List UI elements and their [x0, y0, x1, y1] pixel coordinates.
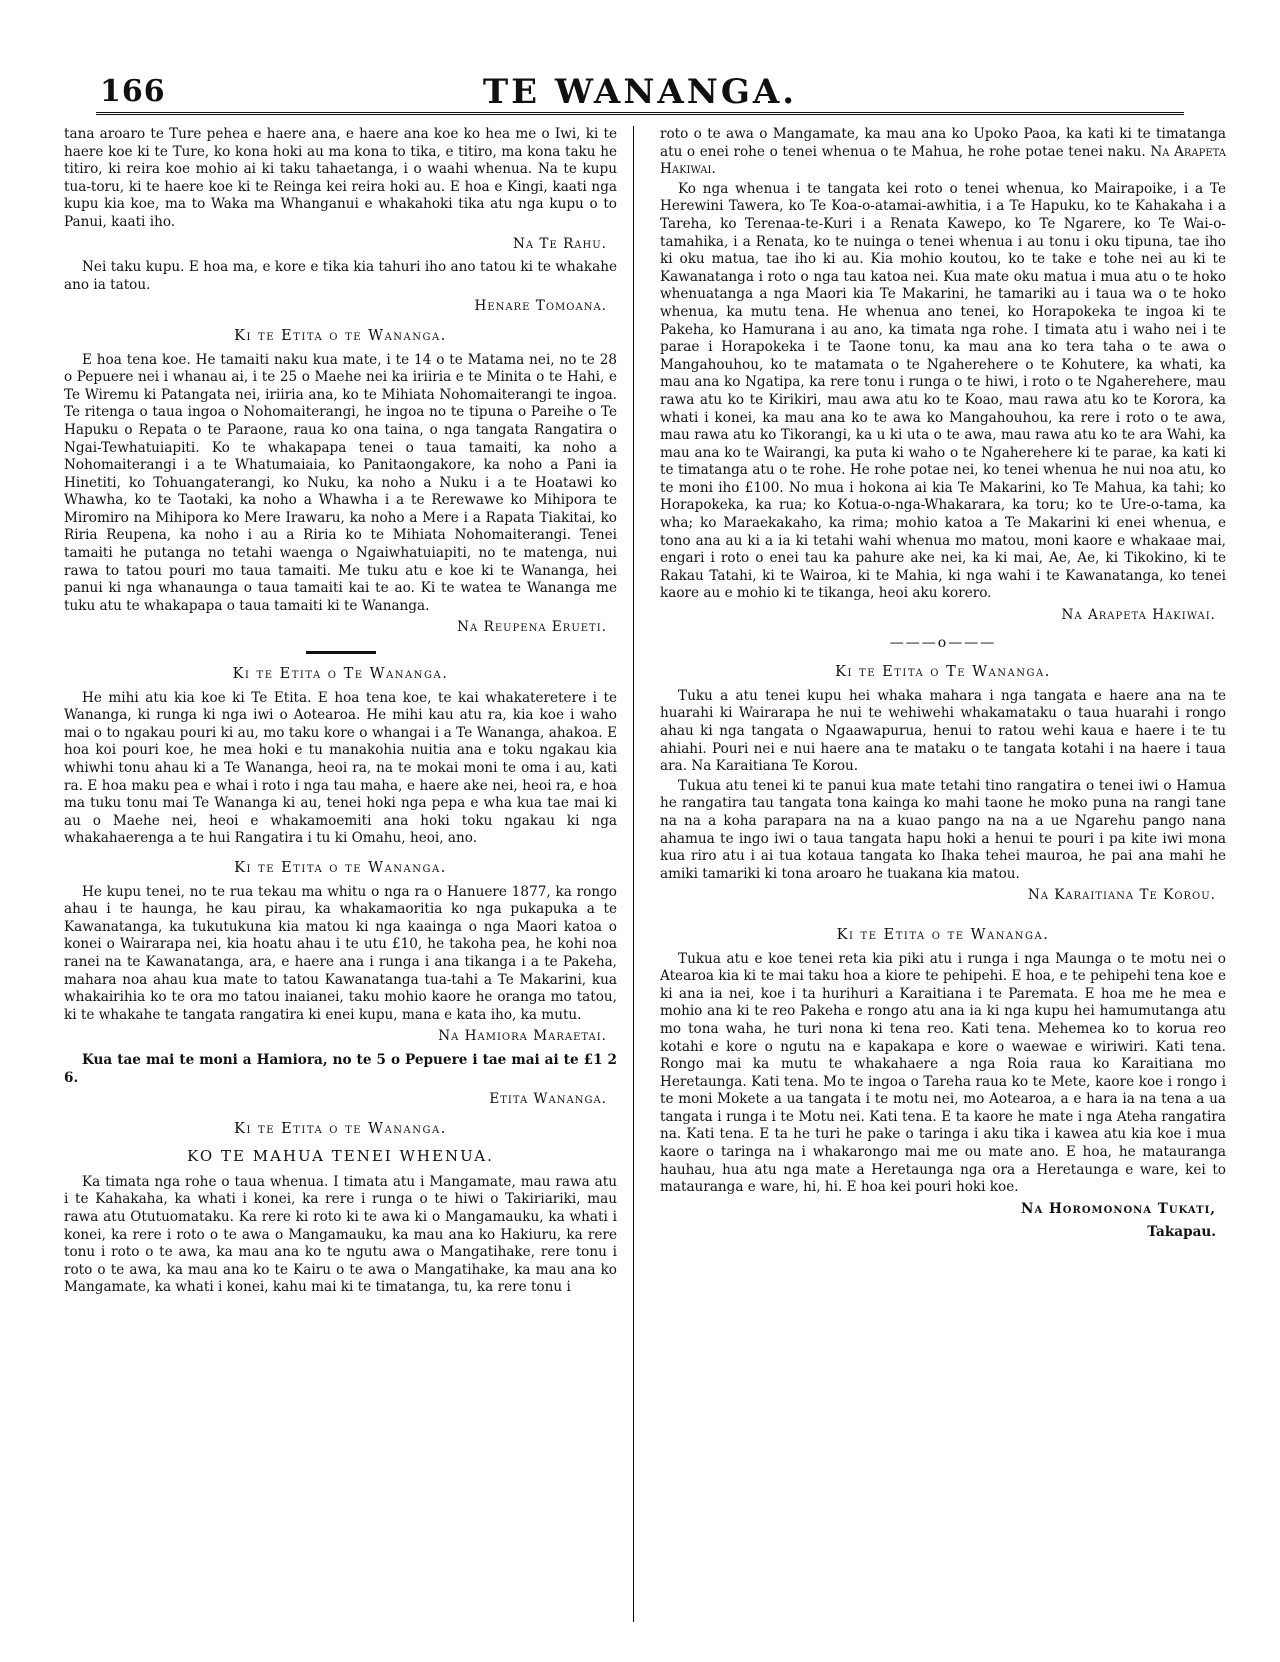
- letter3-signature: Na Hamiora Maraetai.: [438, 1028, 607, 1045]
- left-column: [64, 126, 634, 1622]
- letter5-signature: Na Arapeta Hakiwai.: [1061, 607, 1216, 624]
- letter4-body: Ka timata nga rohe o taua whenua. I timata atu i Mangamate, mau rawa atu i te Kahakaha, ka whati i konei, ka rere i runga o te hiwi o Takiriariki, mau rawa atu Otutuomataku. Ka rere ki roto ki te awa ki o Mangamauku, ka whati i konei, ka rere i roto o te awa o Mangamauku, ka mau ana ko Hakiuru, ka rere tonu i roto o te awa, ka mau ana ko te ngutu awa o Mangatihake, rere tonu i roto o te awa, ka mau ana ko te Kairu o te awa o Mangatihake, ka mau ana ko Mangamate, ka whati i konei, kahu mai ki te timatanga, tu, ka rere tonu i: [64, 1173, 617, 1296]
- letter7-heading: Ki te Etita o te Wananga.: [836, 926, 1050, 943]
- letter7-signature: Na Horomonona Tukati,: [1021, 1200, 1216, 1217]
- money-note-signature: Etita Wananga.: [489, 1091, 607, 1108]
- right-column: [656, 126, 1226, 1622]
- note-paragraph: Nei taku kupu. E hoa ma, e kore e tika kia tahuri iho ano tatou ki te whakahe ano ia tatou.: [64, 259, 617, 293]
- ornament-divider: ———o———: [889, 634, 997, 651]
- letter6-heading: Ki te Etita o Te Wananga.: [835, 664, 1051, 681]
- letter2-heading: Ki te Etita o Te Wananga.: [232, 666, 449, 683]
- header-rule: [96, 112, 1184, 115]
- letter1-heading: Ki te Etita o te Wananga.: [234, 327, 447, 344]
- money-note: Kua tae mai te moni a Hamiora, no te 5 o Pepuere i tae mai ai te £1 2 6.: [64, 1051, 617, 1086]
- continuation-signature: Na Arapeta Hakiwai.: [660, 143, 1226, 178]
- intro-signature: Na Te Rahu.: [512, 235, 607, 252]
- continuation-body: [660, 126, 1226, 179]
- letter1-signature: Na Reupena Erueti.: [457, 619, 607, 636]
- letter6-body-1: Tuku a atu tenei kupu hei whaka mahara i nga tangata e haere ana na te huarahi ki Wairarapa he nui te wehiwehi whakamataku o taua huarahi i rongo ahau ki nga tangata o Ngaawapurua, henui to ratou wehi kaua e haere i te tu ahiahi. Pouri nei e nui haere ana te mataku o te tangata kotahi i na haere i taua ara. Na Karaitiana Te Korou.: [660, 687, 1226, 775]
- newspaper-title: TE WANANGA.: [482, 72, 798, 112]
- article-columns: [64, 126, 1226, 1622]
- continuation-text: roto o te awa o Mangamate, ka mau ana ko Upoko Paoa, ka kati ki te timatanga atu o enei rohe o tenei whenua o te Mahua, he rohe potae tenei naku.: [660, 126, 1226, 160]
- intro-paragraph: tana aroaro te Ture pehea e haere ana, e haere ana koe ko hea me o Iwi, ki te haere koe ki te Ture, ko kona hoki au ma kona to tika, e titiro, ma kona taku he titiro, ki reira koe mohio ai ki taku tahaetanga, i o waahi whenua. Na te kupu tua-toru, ki te haere koe ki te Reinga kei reira hoki au. E hoa e Kingi, kaati nga kupu kia koe, ma to Waka ma Whanganui e whakahoki tika atu nga kupu o to Panui, kaati iho.: [64, 126, 617, 230]
- letter7-location: Takapau.: [1147, 1224, 1216, 1241]
- letter4-heading: Ki te Etita o te Wananga.: [234, 1120, 447, 1137]
- letter4-subheading: KO TE MAHUA TENEI WHENUA.: [187, 1147, 494, 1166]
- letter5-body: Ko nga whenua i te tangata kei roto o tenei whenua, ko Mairapoike, i a Te Herewini Tawera, ko Te Koa-o-atamai-awhitia, i a Te Hapuku, ko te Kahakaha i a Tareha, ko Terenaa-te-Kuri i a Renata Kawepo, ko Te Ngarere, ko Te Wai-o-tamahika, i a Renata, ko te nuinga o tenei whenua i au tonu i oku tipuna, tae iho ki oku matua, tae iho ki au. Kia mohio koutou, ko te take e tohe nei au ki te Kawanatanga i roto o nga tau katoa nei. Kua mate oku matua i mua atu o te hoko whenuatanga a nga Maori kia Te Makarini, he tamariki au i taua wa o te hoko whenua, ka mutu tena. He whenua ano tenei, ko Horapokeka te ingoa ki te Pakeha, ko Hamurana i au ano, ka timata nga rohe. I timata atu i waho nei i te parae i Horapokeka i te Taone tonu, ka mau ana ko tera taha o te awa o Mangahouhou, ko te matamata o te Ngaherehere o te Kohutere, ka whati, ka mau ana ko Ngatipa, ka rere tonu i runga o te hiwi, i roto o te Ngaherehere, mau rawa atu ko te Kirikiri, mau awa atu ko te Koao, mau rawa atu ko te Korora, ka whati i konei, ka mau ana ko te awa ko Mangahouhou, ka rere i roto o te awa, mau rawa atu ko Tikorangi, ka u ki uta o te awa, mau rawa atu ko te ara Wahi, ka mau ana ko te Wairangi, ka puta ki waho o te Ngaherehere ki te parae, ka kati ki te timatanga atu o te rohe. He rohe potae nei, ko tenei whenua he nui noa atu, ko te moni iho £100. No mua i hokona ai kia Te Makarini, ko Te Mahua, ka tahi; ko Horapokeka, ka rua; ko Kotua-o-nga-Whakarara, ka toru; ko te Ure-o-tama, ka wha; ko Maraekakaho, ka rima; mohio katoa a Te Makarini ki enei whenua, e tono ana au ki a ia ki tetahi wahi whenua mo matou, moni kaore e whakaae mai, engari i roto o enei tau ka pahure ake nei, ka ki mai, Ae, Ae, ki Tikokino, ki te Rakau Tatahi, ki te Wairoa, ki te Mahia, ki nga wahi i te Kawanatanga, ko tenei kaore au e mohio ki te tikanga, heoi aku korero.: [660, 180, 1226, 602]
- letter6-signature: Na Karaitiana Te Korou.: [1027, 887, 1216, 904]
- letter3-body: He kupu tenei, no te rua tekau ma whitu o nga ra o Hanuere 1877, ka rongo ahau i te haunga, he kau pirau, ka whakamaoritia ko nga pukapuka a te Kawanatanga, ka tukutukuna kia matou ki nga kaainga o nga Maori katoa o konei o Wairarapa nei, kia hoatu ahau i te utu £10, he takoha pea, he kohi noa ranei na te Kawanatanga, ara, e haere ana i runga i ana tikanga i a te Pakeha, mahara noa ahau kua mate to tatou Kawanatanga tua-tahi a Te Makarini, kua whakairihia ko te ora mo tatou inaianei, taku mohio kaore he oranga mo tatou, ki te whakahe te tangata rangatira ki enei kupu, mana e kata iho, ka mutu.: [64, 883, 617, 1023]
- note-signature: Henare Tomoana.: [474, 298, 607, 315]
- masthead: [56, 0, 1224, 112]
- letter3-heading: Ki te Etita o te Wananga.: [234, 859, 447, 876]
- letter7-body: Tukua atu e koe tenei reta kia piki atu i runga i nga Maunga o te motu nei o Atearoa kia ki te mai taku hoa a kiore te pehipehi. E hoa, e te pehipehi tena koe e ki ana ia nei, koe i ta hurihuri a Karaitiana i te Paremata. E hoa me he mea e mohio ana ki te reo Pakeha e rongo atu ana ia ki nga kupu hei hamumutanga atu mo tona waha, he turi nona ki tena reo. Kati tena. Mehemea ko to korua reo kotahi e kore o ngutu na e kapakapa e kore o waewae e wiriwiri. Kati tena. Rongo mai ka mutu te whakahaere a nga Roia raua ko Karaitiana mo Heretaunga. Kati tena. Mo te ingoa o Tareha raua ko te Mete, kaore koe i rongo i te moni Mokete a ua tangata i te motu nei, mo Aotearoa, a e hara ia na tena a ua tangata i runga i te Motu nei. Kati tena. E ta kaore he mate i nga Ateha rangatira na. Kati tena. E ta he turi he pake o taringa i aku tika i kawea atu kia koe i mua kaore o taringa na i whakarongo mai me ou mate ano. E hoa, he matauranga hauhau, hua atu nga mate a Heretaunga nga ora a Heretaunga e ware, kei to matauranga e ware, hi, hi. E hoa kei pouri hoki koe.: [660, 950, 1226, 1196]
- letter1-body: E hoa tena koe. He tamaiti naku kua mate, i te 14 o te Matama nei, no te 28 o Pepuere nei i whanau ai, i te 25 o Maehe nei ka iriiria e te Minita o te Hahi, e Te Wiremu ki Patangata nei, iriiria ana, ko te Mihiata Nohomaiterangi te ingoa. Te ritenga o taua ingoa o Nohomaiterangi, he ingoa no te tipuna o Pareihe o Te Hapuku o Repata o te Paraone, raua ko ona taina, o nga tangata Rangatira o Ngai-Tewhatuiapiti. Ko te whakapapa tenei o taua tamaiti, ka noho a Nohomaiterangi i a te Whatumaiaia, ko Panitaongakore, ka noho a Pani ia Hinetiti, ko Tohuangaterangi, ko Nuku, ka noho a Nuku i a te Hoatawi ko Whawha, ko te Taotaki, ka noho a Whawha i a te Rerewawe ko Mihipora te Miromiro na Mihipora ko Mere Irawaru, ka noho a Mere i a Rapata Tiakitai, ko Riria Reupena, ka noho i au a Riria ko te Mihiata Nohomaiterangi. Tenei tamaiti he putanga no tetahi waenga o Ngaiwhatuiapiti, no te matenga, nui rawa to tatou pouri mo taua tamaiti. Me tuku atu e koe ki te Wananga, hei panui ki nga whanaunga o taua tamaiti kai te ao. Ki te watea te Wananga me tuku atu te whakapapa o taua tamaiti ki te Wananga.: [64, 351, 617, 614]
- letter6-body-2: Tukua atu tenei ki te panui kua mate tetahi tino rangatira o tenei iwi o Hamua he rangatira tau tangata tona kainga ko mahi taone he moko puna na rangi tane na na a koha parapara na na a kuao pango na na a ue Ngarehu pango nana ahamua te ingo iwi o taua tangata hapu hoki a henui te pouri i pa kite iwi mona kua riro atu i ai tua kotaua tangata ko Ihaka tehei mauroa, he pai ana mahi he amiki tamariki ki tona aroaro he tuakana kia matou.: [660, 777, 1226, 882]
- page-number: 166: [100, 74, 166, 109]
- letter2-body: He mihi atu kia koe ki Te Etita. E hoa tena koe, te kai whakateretere i te Wananga, ki runga ki nga iwi o Aotearoa. He mihi kau atu ra, kia koe i waho mai o to ngakau pouri ki au, mo taku kore o whangai i a Te Wananga, ahakoa. E hoa koi pouri koe, he mea hoki e tu manakohia nuitia ana e toku ngakau kia whiwhi tonu ahau ki a Te Wananga, heoi ra, na te mokai moni te oma i au, kati ra. E hoa maku pea e whai i roto i nga tau maha, e haere ake nei, heoi ra, e hoa ma tuku tonu mai Te Wananga ki au, tenei hoki nga pepa e wha kua tae mai ki au o Maehe nei, heoi e whakamoemiti ana hoki toku ngakau ki nga whakahaerenga a te hui Rangatira i tu ki Omahu, heoi, ano.: [64, 689, 617, 847]
- section-divider: [306, 651, 376, 654]
